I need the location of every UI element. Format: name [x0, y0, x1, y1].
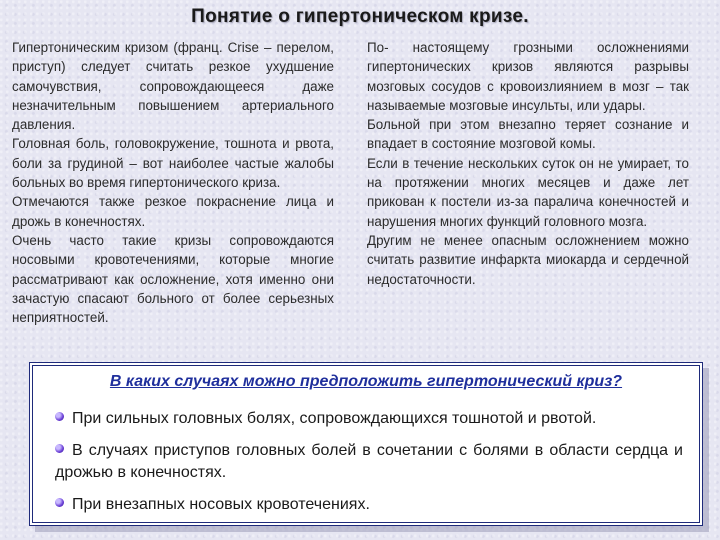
list-item [55, 440, 683, 484]
paragraph: Если в течение нескольких суток он не умирает, то на протяжении многих месяцев и даже лет прикован к постели из-за паралича конечностей и нарушения многих функций головного мозга. [367, 155, 689, 229]
question-box [29, 362, 703, 526]
question-title: В каких случаях можно предположить гипертонический криз? [109, 373, 623, 390]
list-item [55, 408, 683, 430]
paragraph: Очень часто такие кризы сопровождаются носовыми кровотечениями, которые многие рассматривают как осложнение, хотя именно они зачастую спасают больного от более серьезных неприятностей. [12, 232, 334, 326]
paragraph: Отмечаются также резкое покраснение лица и дрожь в конечностях. [12, 194, 334, 229]
right-text-column [367, 38, 689, 289]
list-item-text: В случаях приступов головных болей в сочетании с болями в области сердца и дрожью в конечностях. [55, 442, 683, 481]
paragraph: Головная боль, головокружение, тошнота и рвота, боли за грудиной – вот наиболее частые жалобы больных во время гипертонического криза. [12, 136, 334, 191]
left-text-column [12, 38, 334, 327]
list-item-text: При сильных головных болях, сопровождающихся тошнотой и рвотой. [72, 410, 597, 427]
list-item [55, 494, 683, 516]
bullet-icon [55, 412, 64, 421]
paragraph: Гипертоническим кризом (франц. Crise – перелом, приступ) следует считать резкое ухудшение самочувствия, сопровождающееся даже незначительным повышением артериального давления. [12, 40, 334, 133]
list-item-text: При внезапных носовых кровотечениях. [72, 496, 370, 513]
page-title: Понятие о гипертоническом кризе. [191, 6, 529, 27]
bullet-icon [55, 444, 64, 453]
paragraph: По- настоящему грозными осложнениями гипертонических кризов являются разрывы мозговых сосудов с кровоизлиянием в мозг – так называемые мозговые инсульты, или удары. [367, 40, 689, 113]
paragraph: Больной при этом внезапно теряет сознание и впадает в состояние мозговой комы. [367, 117, 689, 152]
bullet-icon [55, 498, 64, 507]
paragraph: Другим не менее опасным осложнением можно считать развитие инфаркта миокарда и сердечной недостаточности. [367, 232, 689, 287]
